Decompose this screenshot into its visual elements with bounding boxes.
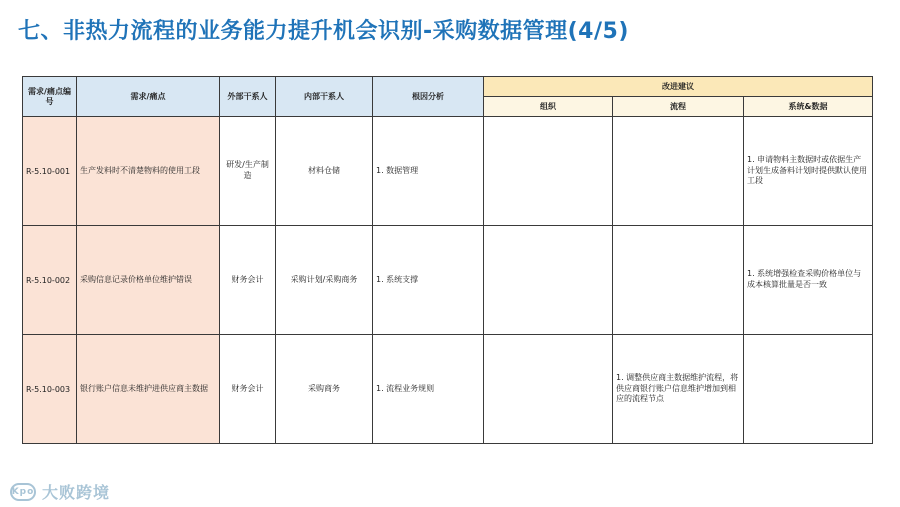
watermark-text: 大败跨境	[42, 483, 111, 502]
table-row	[23, 335, 873, 444]
cell-root: 1. 数据管理	[373, 117, 484, 226]
cell-external: 研发/生产制造	[220, 117, 276, 226]
watermark	[10, 480, 110, 503]
header-external: 外部干系人	[220, 77, 276, 117]
header-org: 组织	[484, 97, 613, 117]
cell-id: R-5.10-003	[23, 335, 77, 444]
cell-system	[744, 335, 873, 444]
cell-system: 1. 申请物料主数据时或依据生产计划生成备料计划时提供默认使用工段	[744, 117, 873, 226]
header-improve: 改进建议	[484, 77, 873, 97]
cell-system: 1. 系统增强检查采购价格单位与成本核算批量是否一致	[744, 226, 873, 335]
table-row	[23, 117, 873, 226]
cell-external: 财务会计	[220, 226, 276, 335]
cell-org	[484, 226, 613, 335]
header-id: 需求/痛点编号	[23, 77, 77, 117]
cell-org	[484, 335, 613, 444]
cell-process	[613, 117, 744, 226]
cell-pain: 采购信息记录价格单位维护错误	[77, 226, 220, 335]
cell-id: R-5.10-001	[23, 117, 77, 226]
header-process: 流程	[613, 97, 744, 117]
opportunity-table	[22, 76, 873, 444]
page-title: 七、非热力流程的业务能力提升机会识别-采购数据管理(4/5)	[18, 19, 629, 44]
cell-process: 1. 调整供应商主数据维护流程，将供应商银行账户信息维护增加到相应的流程节点	[613, 335, 744, 444]
cell-process	[613, 226, 744, 335]
cell-internal: 材料仓储	[276, 117, 373, 226]
table-row	[23, 226, 873, 335]
header-internal: 内部干系人	[276, 77, 373, 117]
cell-internal: 采购计划/采购商务	[276, 226, 373, 335]
header-pain: 需求/痛点	[77, 77, 220, 117]
cell-external: 财务会计	[220, 335, 276, 444]
header-root: 根因分析	[373, 77, 484, 117]
cell-root: 1. 系统支撑	[373, 226, 484, 335]
watermark-logo-icon: Kpo	[10, 483, 36, 501]
cell-internal: 采购商务	[276, 335, 373, 444]
header-system: 系统&数据	[744, 97, 873, 117]
cell-pain: 生产发料时不清楚物料的使用工段	[77, 117, 220, 226]
cell-org	[484, 117, 613, 226]
cell-pain: 银行账户信息未维护进供应商主数据	[77, 335, 220, 444]
cell-id: R-5.10-002	[23, 226, 77, 335]
cell-root: 1. 流程业务规则	[373, 335, 484, 444]
